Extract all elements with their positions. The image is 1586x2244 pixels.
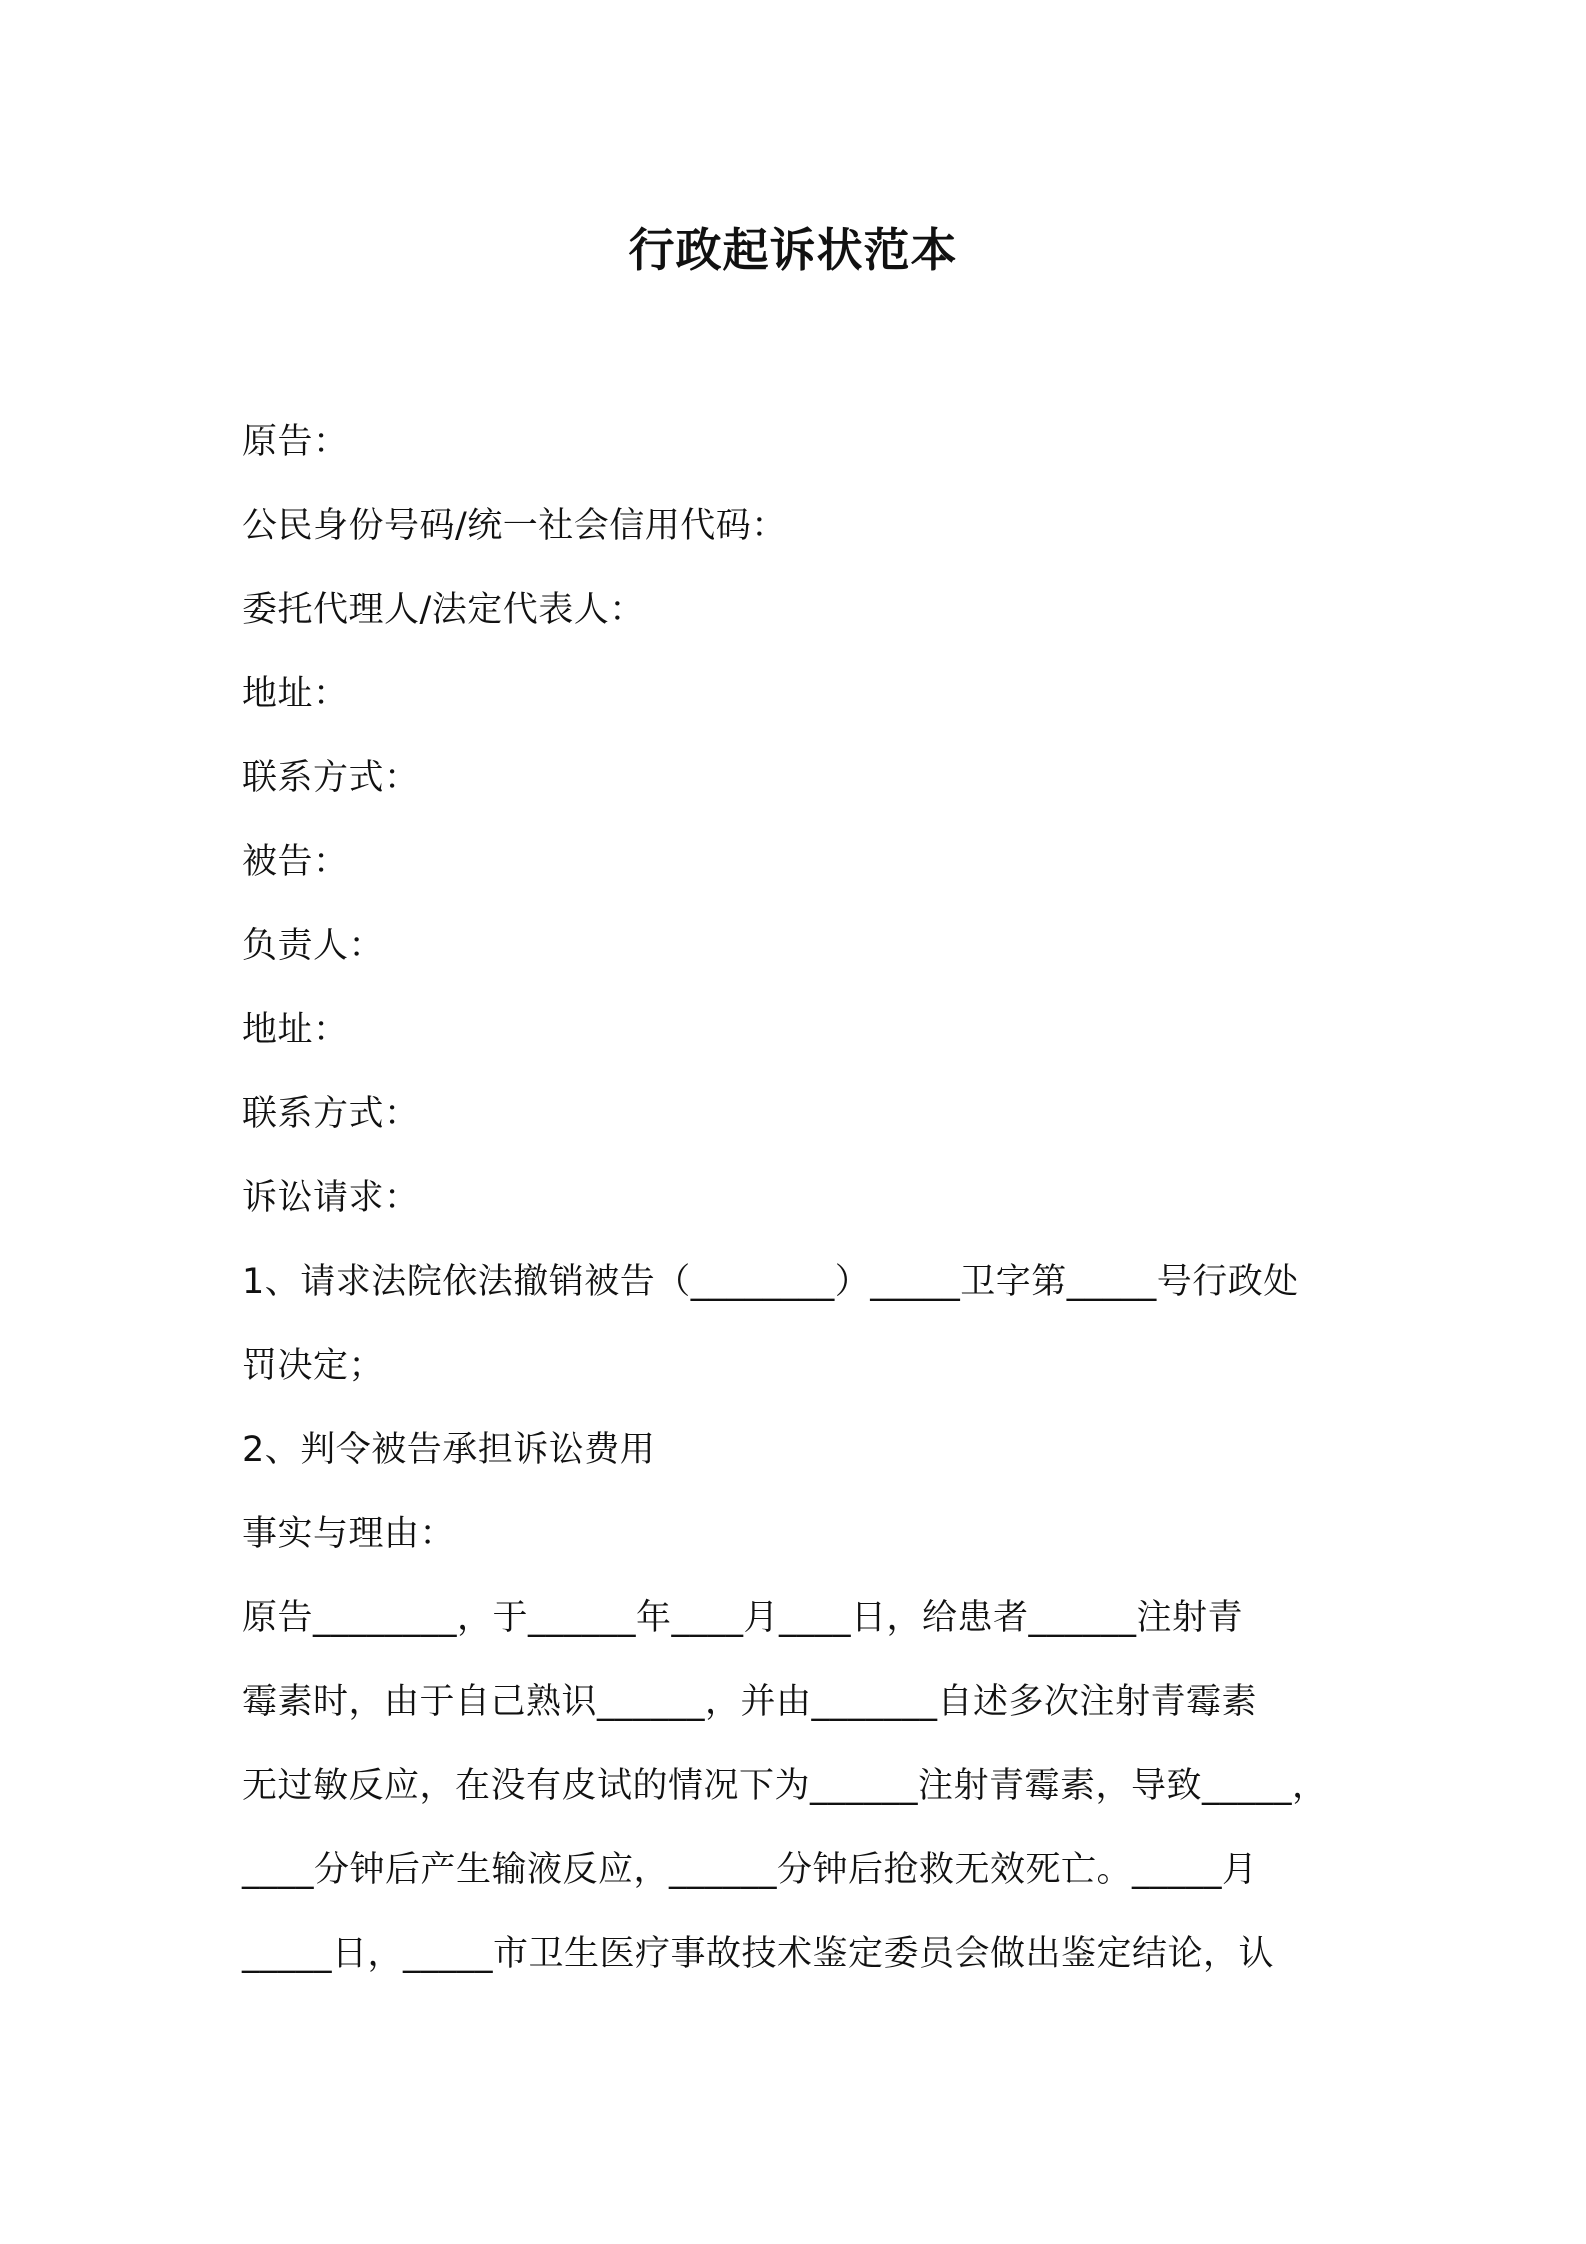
claims-heading: 诉讼请求： [242, 1178, 420, 1218]
defendant-line: 被告： [242, 842, 349, 882]
facts-paragraph-line-4: ____分钟后产生输液反应，______分钟后抢救无效死亡。_____月 [242, 1850, 1258, 1890]
plaintiff-address-line: 地址： [242, 674, 349, 714]
facts-paragraph-line-5: _____日，_____市卫生医疗事故技术鉴定委员会做出鉴定结论，认 [242, 1934, 1275, 1974]
plaintiff-line: 原告： [242, 422, 349, 462]
claim-2-line: 2、判令被告承担诉讼费用 [242, 1430, 656, 1470]
facts-paragraph-line-3: 无过敏反应，在没有皮试的情况下为______注射青霉素，导致_____， [242, 1766, 1328, 1806]
document-body [242, 400, 1367, 1996]
defendant-address-line: 地址： [242, 1010, 349, 1050]
facts-paragraph-line-2: 霉素时，由于自己熟识______，并由_______自述多次注射青霉素 [242, 1682, 1258, 1722]
facts-reasons-heading: 事实与理由： [242, 1514, 456, 1554]
agent-representative-line: 委托代理人/法定代表人： [242, 590, 645, 630]
claim-1-line: 1、请求法院依法撤销被告（________）_____卫字第_____号行政处 [242, 1262, 1299, 1302]
plaintiff-contact-line: 联系方式： [242, 758, 420, 798]
defendant-contact-line: 联系方式： [242, 1094, 420, 1134]
claim-1-continued-line: 罚决定； [242, 1346, 385, 1386]
id-code-line: 公民身份号码/统一社会信用代码： [242, 506, 787, 546]
document-title: 行政起诉状范本 [628, 223, 958, 277]
facts-paragraph-line-1: 原告________，于______年____月____日，给患者______注射青 [242, 1598, 1244, 1638]
responsible-person-line: 负责人： [242, 926, 385, 966]
